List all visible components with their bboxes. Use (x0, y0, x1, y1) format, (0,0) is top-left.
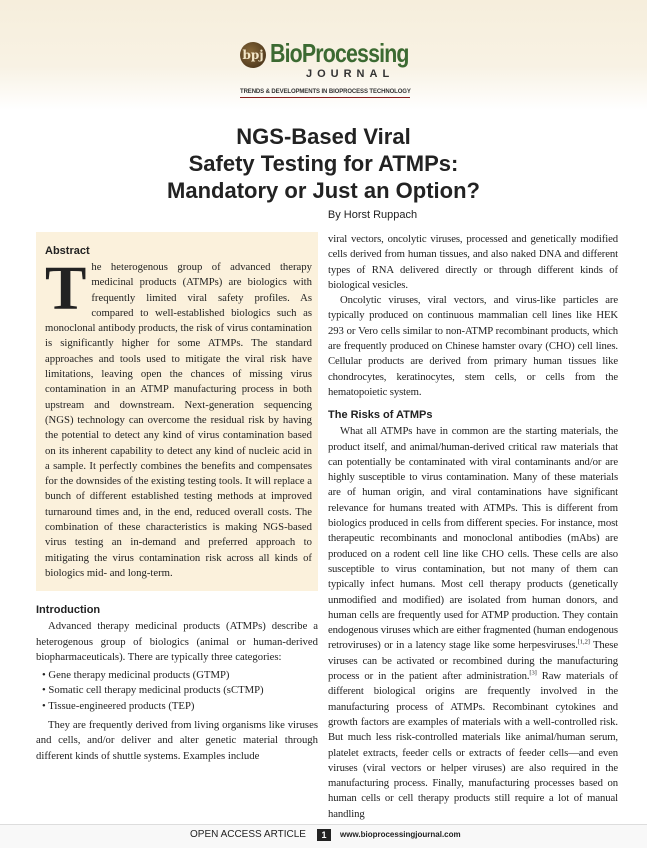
logo-journal: JOURNAL (306, 68, 395, 80)
tagline: TRENDS & DEVELOPMENTS IN BIOPROCESS TECHNOLOGY (240, 89, 410, 98)
abstract-body: he heterogenous group of advanced therapy medicinal products (ATMPs) are biologics with frequently limited viral safety profiles. As compared to well-established biologics such as monoclonal antibody products, the risk of virus contamination is significantly higher for some ATMPs. The standard approaches and tools used to mitigate the viral risk have limitations, leaving open the chances of missing virus contamination in an ATMP manufacturing process in both upstream and downstream. Next-generation sequencing (NGS) technology can overcome the residual risk by having the potential to detect any kind of virus contamination based on its inherent capability to detect any kind of nucleic acid in a sample. It perfectly combines the benefits and compensates for the downsides of the existing testing tools. It will replace a bunch of different established testing methods at improved turnaround times and, in the end, reduced overall costs. The combination of these characteristics is making NGS-based virus testing an in-demand and preferred approach to mitigating the virus contamination risk across all kinds of biologics mid- and long-term. (45, 261, 312, 579)
list-item: • Gene therapy medicinal products (GTMP) (52, 668, 318, 683)
text: Raw materials of different biological origins are frequently involved in the manufacturing process of ATMPs. Recombinant cytokines and growth factors are examples of materials with a well-controlled risk. But much less risk-controlled materials like animal/human serum, platelet extracts, feeder cells or extracts of feeder cells—and even viruses (viral vectors or helper viruses) are also required in the manufacturing process. Finally, manufacturing processes based on human cells or cell therapy products still require a lot of manual handling (328, 670, 618, 820)
abstract-text (45, 255, 312, 581)
footer-label: OPEN ACCESS ARTICLE (190, 828, 306, 840)
citation[interactable]: [3] (529, 669, 537, 677)
introduction-heading: Introduction (36, 604, 101, 617)
paragraph (328, 424, 618, 822)
paragraph: They are frequently derived from living organisms like viruses and cells, and/or deliver and alter genetic material through different kinds of shuttle systems. Examples include (36, 719, 318, 762)
title-line: Safety Testing for ATMPs: (188, 151, 459, 176)
text: These viruses can be activated or recombined during the manufacturing process or in the patient after administration. (328, 639, 618, 683)
right-column (328, 232, 618, 822)
page-number: 1 (317, 829, 331, 841)
journal-url-link[interactable]: www.bioprocessingjournal.com (340, 829, 461, 839)
title-line: NGS-Based Viral (236, 124, 411, 149)
paragraph: Oncolytic viruses, viral vectors, and virus-like particles are typically produced on continuous mammalian cell lines like HEK 293 or Vero cells similar to non-ATMP recombinant products, which are frequently produced on Chinese hamster ovary (CHO) cell lines. Cellular products are derived from primary human tissues like chondrocytes, keratinocytes, stem cells, or cells from the hematopoietic system. (328, 294, 618, 398)
list-item: • Tissue-engineered products (TEP) (52, 699, 318, 714)
byline: By Horst Ruppach (327, 209, 418, 221)
paragraph: Advanced therapy medicinal products (ATMPs) describe a heterogenous group of biologics (animal or human-derived biopharmaceuticals). There are typically three categories: (36, 620, 318, 663)
list-item: • Somatic cell therapy medicinal products (sCTMP) (52, 683, 318, 698)
citation[interactable]: [1,2] (577, 638, 590, 646)
category-list (36, 668, 318, 714)
title-line: Mandatory or Just an Option? (167, 178, 480, 203)
journal-header (0, 0, 647, 110)
paragraph: viral vectors, oncolytic viruses, processed and genetically modified cells derived from human tissues, and also naked DNA and different types of RNA delivered directly or through different kinds of biological vesicles. (328, 233, 618, 291)
logo-name: BioProcessing (270, 38, 409, 68)
abstract-heading: Abstract (45, 245, 90, 257)
drop-cap: T (45, 255, 87, 323)
abstract-box (36, 232, 318, 591)
article-title (0, 123, 647, 204)
left-column (36, 232, 318, 822)
risks-heading: The Risks of ATMPs (328, 409, 433, 422)
logo-mark: bpj (240, 42, 266, 68)
text: What all ATMPs have in common are the starting materials, the product itself, and animal/human-derived critical raw materials that can potentially be contaminated with viral contaminants and/or are highly susceptible to virus contamination. Many of these materials are of human origin, and viral contaminations have significant relevance for humans treated with ATMPs. This is different from biologics produced in cells from different species. For instance, most therapeutic recombinants and monoclonal antibodies (mAbs) are produced on a rodent cell line like CHO cells. These cells are also susceptible to virus contamination, but not many of them can typically infect humans. Most cell therapy products (genetically unmodified and modified) are isolated from human donors, and human cells are frequently used for ATMP production. They contain endogenous viruses which are either fragmented (human endogenous retroviruses) or in a latency stage like some herpesviruses. (328, 425, 618, 652)
page-footer (0, 824, 647, 848)
